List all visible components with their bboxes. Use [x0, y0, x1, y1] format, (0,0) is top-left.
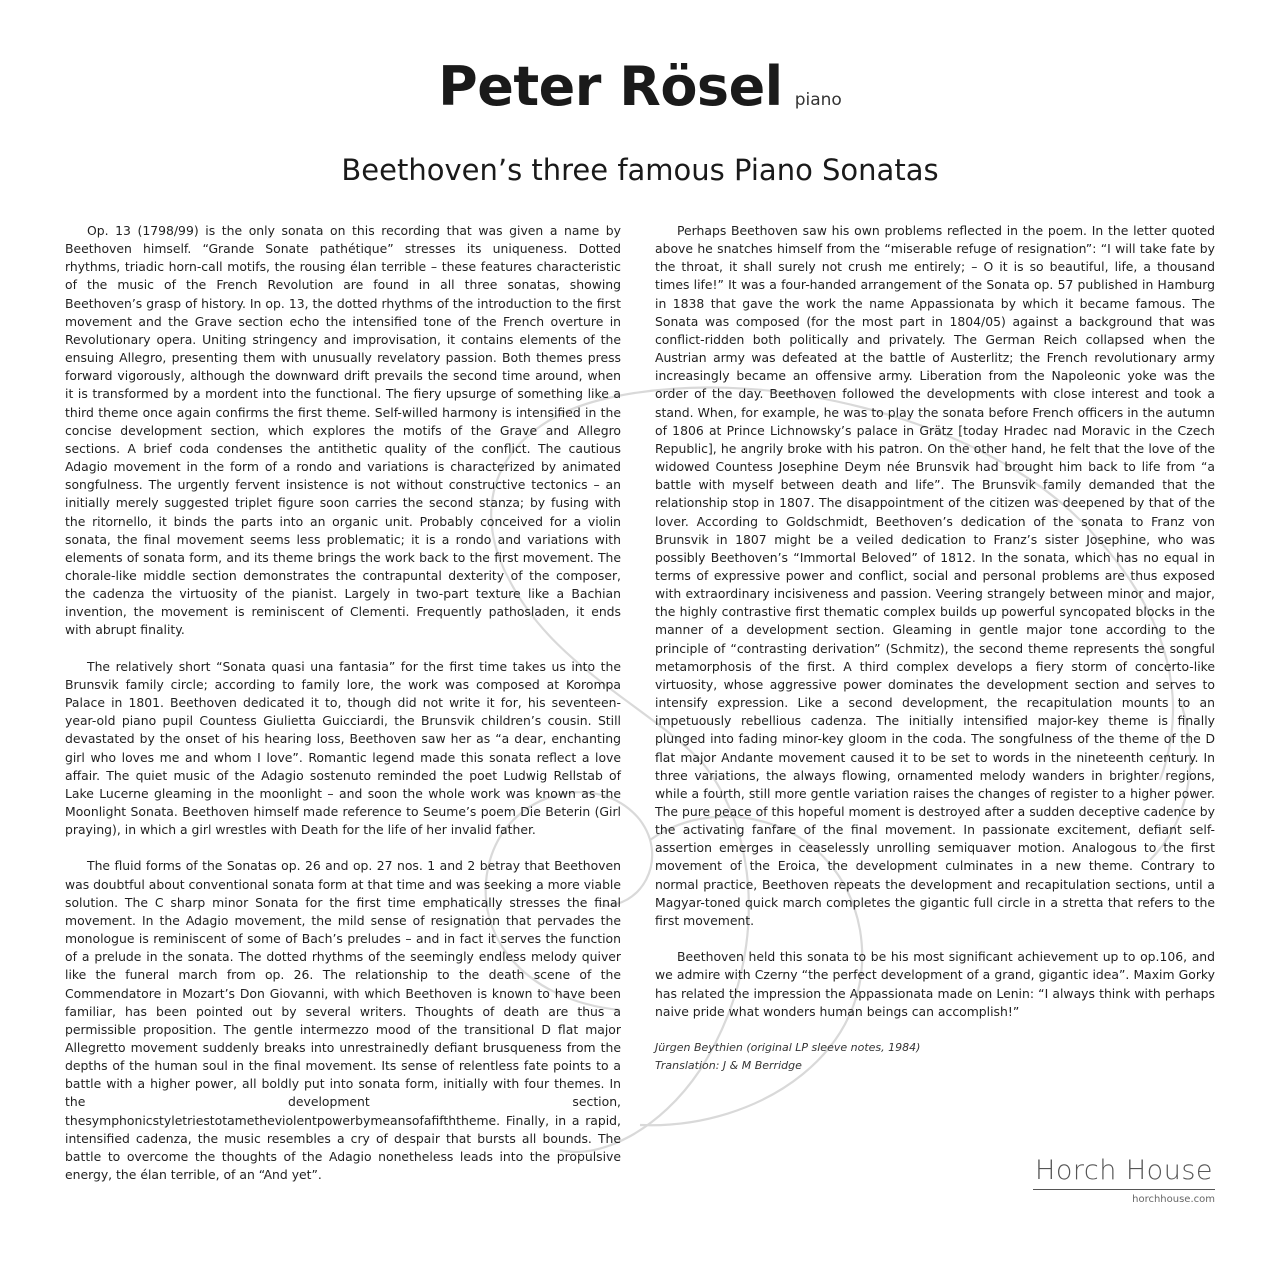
logo-url: horchhouse.com — [1132, 1194, 1215, 1205]
paragraph: Perhaps Beethoven saw his own problems reflected in the poem. In the letter quoted above he snatches himself from the “miserable refuge of resignation”: “I will take fate by the throat, it shall surely not crush me entirely; – O it is so beautiful, life, a thousand times life!” It was a four-handed arrangement of the Sonata op. 57 published in Hamburg in 1838 that gave the work the name Appassionata by which it became famous. The Sonata was composed (for the most part in 1804/05) against a background that was conflict-ridden both politically and privately. The German Reich collapsed when the Austrian army was defeated at the battle of Austerlitz; the French revolutionary army increasingly became an offensive army. Liberation from the Napoleonic yoke was the order of the day. Beethoven followed the developments with close interest and took a stand. When, for example, he was to play the sonata before French officers in the autumn of 1806 at Prince Lichnowsky’s palace in Grätz [today Hradec nad Moravic in the Czech Republic], he angrily broke with his patron. On the other hand, he felt that the love of the widowed Countess Josephine Deym née Brunsvik had brought him back to life from “a battle with myself between death and life”. The Brunsvik family demanded that the relationship stop in 1807. The disappointment of the citizen was deepened by that of the lover. According to Goldschmidt, Beethoven’s dedication of the sonata to Franz von Brunsvik in 1807 might be a veiled dedication to Franz’s sister Josephine, who was possibly Beethoven’s “Immortal Beloved” of 1812. In the sonata, which has no equal in terms of expressive power and conflict, social and personal problems are thus exposed with extraordinary incisiveness and passion. Veering strangely between minor and major, the highly contrastive first thematic complex builds up powerful syncopated blocks in the manner of a development section. Gleaming in gentle major tone according to the principle of “contrasting derivation” (Schmitz), the second theme represents the songful metamorphosis of the first. A third complex develops a fiery storm of concerto-like virtuosity, whose aggressive power dominates the development section and serves to intensify expression. Like a second development, the recapitulation mounts to an impetuously rebellious cadenza. The initially intensified major-key theme is finally plunged into fading minor-key gloom in the coda. The songfulness of the theme of the D flat major Andante movement caused it to be set to words in the nineteenth century. In three variations, the always flowing, ornamented melody wanders in brighter regions, while a fourth, still more gentle variation raises the changes of register to a higher power. The pure peace of this hopeful moment is destroyed after a sudden deceptive cadence by the activating fanfare of the final movement. In passionate excitement, defiant self-assertion emerges in ceaselessly unrolling semiquaver motion. Analogous to the first movement of the Eroica, the development culminates in a new theme. Contrary to normal practice, Beethoven repeats the development and recapitulation sections, until a Magyar-toned quick march completes the gigantic full circle in a stretta that refers to the first movement. — [655, 223, 1215, 928]
label-logo — [1033, 1155, 1215, 1205]
right-column — [655, 222, 1215, 1075]
header — [0, 55, 1280, 118]
credits — [655, 1039, 1215, 1075]
author-credit: Jürgen Beythien (original LP sleeve notes, 1984) — [655, 1041, 921, 1054]
paragraph: Op. 13 (1798/99) is the only sonata on this recording that was given a name by Beethoven himself. “Grande Sonate pathétique” stresses its uniqueness. Dotted rhythms, triadic horn-call motifs, the rousing élan terrible – these features characteristic of the music of the French Revolution are found in all three sonatas, showing Beethoven’s grasp of history. In op. 13, the dotted rhythms of the introduction to the first movement and the Grave section echo the intensified tone of the French overture in Revolutionary opera. Uniting stringency and improvisation, it contains elements of the ensuing Allegro, presenting them with unusually revelatory passion. Both themes press forward vigorously, although the downward drift prevails the second time around, when it is transformed by a mordent into the functional. The fiery upsurge of something like a third theme once again confirms the first theme. Self-willed harmony is intensified in the concise development section, which explores the motifs of the Grave and Allegro sections. A brief coda condenses the antithetic quality of the conflict. The cautious Adagio movement in the form of a rondo and variations is characterized by animated songfulness. The urgently fervent insistence is not without constructive tectonics – an initially merely suggested triplet figure soon carries the second stanza; by fusing with the ritornello, it binds the parts into an organic unit. Probably conceived for a violin sonata, the final movement seems less problematic; it is a rondo and variations with elements of sonata form, and its theme brings the work back to the first movement. The chorale-like middle section demonstrates the contrapuntal dexterity of the composer, the cadenza the virtuosity of the pianist. Largely in two-part texture like a Bachian invention, the movement is reminiscent of Clementi. Frequently pathosladen, it ends with abrupt finality. — [65, 223, 621, 638]
paragraph: The relatively short “Sonata quasi una fantasia” for the first time takes us into the Brunsvik family circle; according to family lore, the work was composed at Korompa Palace in 1801. Beethoven dedicated it to, though did not write it for, his seventeen-year-old piano pupil Countess Giulietta Guicciardi, the Brunsvik children’s cousin. Still devastated by the onset of his hearing loss, Beethoven saw her as “a dear, enchanting girl who loves me and whom I love”. Romantic legend made this sonata reflect a love affair. The quiet music of the Adagio sostenuto reminded the poet Ludwig Rellstab of Lake Lucerne gleaming in the moonlight – and soon the whole work was known as the Moonlight Sonata. Beethoven himself made reference to Seume’s poem Die Beterin (Girl praying), in which a girl wrestles with Death for the life of her invalid father. — [65, 658, 621, 838]
artist-name: Peter Rösel — [438, 55, 783, 118]
paragraph: The fluid forms of the Sonatas op. 26 and op. 27 nos. 1 and 2 betray that Beethoven was doubtful about conventional sonata form at that time and was seeking a more viable solution. The C sharp minor Sonata for the first time emphatically stresses the final movement. In the Adagio movement, the mild sense of resignation that pervades the monologue is reminiscent of some of Bach’s preludes – and in fact it serves the function of a prelude in the sonata. The dotted rhythms of the seemingly endless melody quiver like the funeral march from op. 26. The relationship to the death scene of the Commendatore in Mozart’s Don Giovanni, with which Beethoven is known to have been familiar, has been pointed out by several writers. Thoughts of death are thus a permissible proposition. The gentle intermezzo mood of the transitional D flat major Allegretto movement suddenly breaks into unrestrainedly defiant brusqueness from the depths of the human soul in the final movement. Its sense of relentless fate points to a battle with a higher power, all boldly put into sonata form, initially with four themes. In the development section, thesymphonicstyletriestotametheviolentpowerbymeansofafifththeme. Finally, in a rapid, intensified cadenza, the music resembles a cry of despair that bursts all bounds. The battle to overcome the thoughts of the Adagio nonetheless leads into the propulsive energy, the élan terrible, of an “And yet”. — [65, 858, 621, 1183]
translation-credit: Translation: J & M Berridge — [655, 1059, 802, 1072]
paragraph: Beethoven held this sonata to be his most significant achievement up to op.106, and we admire with Czerny “the perfect development of a grand, gigantic idea”. Maxim Gorky has related the impression the Appassionata made on Lenin: “I always think with perhaps naive pride what wonders human beings can accomplish!” — [655, 949, 1215, 1019]
logo-wordmark: Horch House — [1033, 1155, 1215, 1190]
left-column — [65, 222, 621, 1202]
page-title: Beethoven’s three famous Piano Sonatas — [341, 153, 939, 187]
instrument-label: piano — [794, 90, 842, 110]
